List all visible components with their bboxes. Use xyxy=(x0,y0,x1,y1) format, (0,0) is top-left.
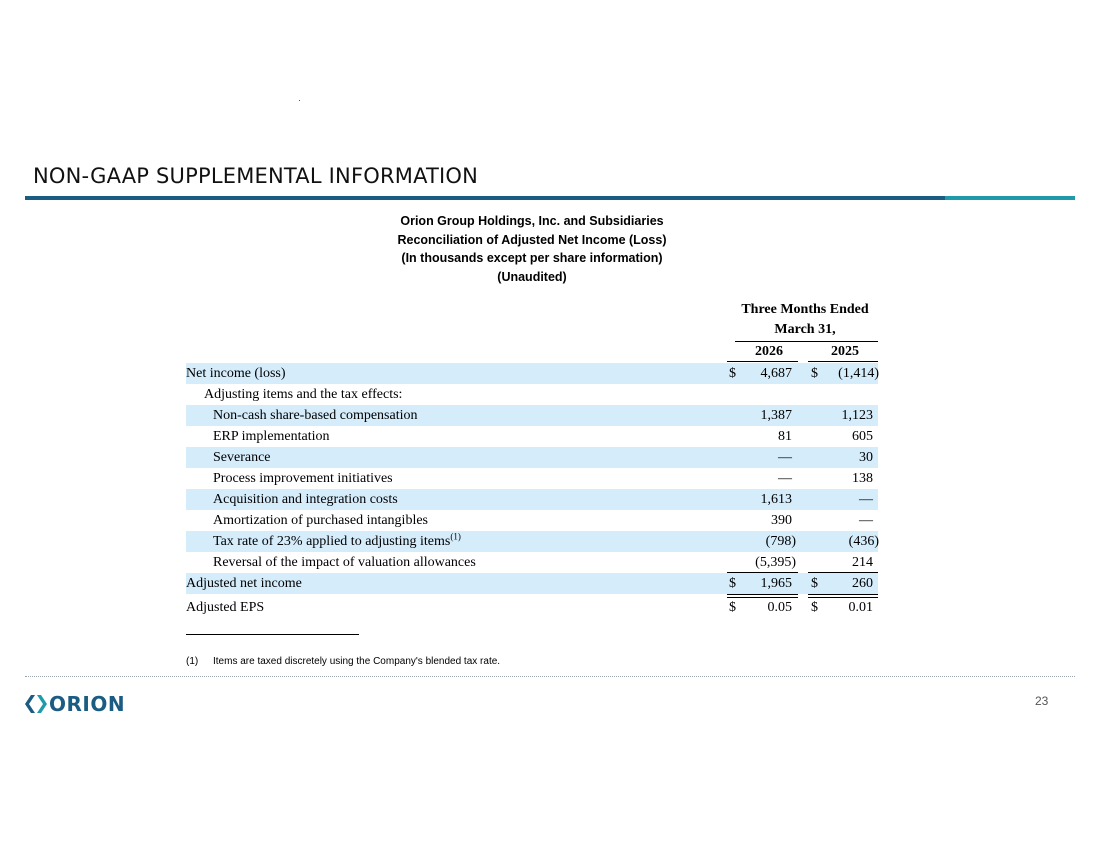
value-2025: 138 xyxy=(852,471,873,486)
statement-title: Reconciliation of Adjusted Net Income (Loss) xyxy=(397,232,667,247)
period-line2: March 31, xyxy=(774,322,836,337)
value-2026: 81 xyxy=(778,429,792,444)
row-label: Adjusted net income xyxy=(186,576,302,591)
period-line1: Three Months Ended xyxy=(741,302,869,317)
table-row xyxy=(186,531,878,552)
footnote-text: Items are taxed discretely using the Company's blended tax rate. xyxy=(213,656,501,667)
value-2025: 30 xyxy=(859,450,873,465)
row-label: Amortization of purchased intangibles xyxy=(213,513,428,528)
period-header xyxy=(732,300,878,340)
table-row xyxy=(186,426,878,447)
stray-dot xyxy=(299,100,300,101)
units-note: (In thousands except per share information) xyxy=(401,251,663,265)
value-2025: 260 xyxy=(852,576,873,591)
year-2026-underline xyxy=(727,361,798,362)
footnote-rule xyxy=(186,634,359,635)
currency-symbol: $ xyxy=(729,366,736,381)
currency-symbol: $ xyxy=(811,576,818,591)
year-2025-underline xyxy=(808,361,878,362)
table-row xyxy=(186,468,878,489)
row-label: Severance xyxy=(213,450,271,465)
value-2026: — xyxy=(778,450,792,465)
year-2026-header: 2026 xyxy=(755,344,783,359)
row-label: Non-cash share-based compensation xyxy=(213,408,418,423)
title-rule-accent xyxy=(945,196,1075,200)
value-2026: 1,387 xyxy=(760,408,792,423)
value-2026: 1,613 xyxy=(760,492,792,507)
value-2025: 214 xyxy=(852,555,873,570)
value-2025: — xyxy=(859,513,873,528)
row-label: Net income (loss) xyxy=(186,366,286,381)
row-label: Process improvement initiatives xyxy=(213,471,393,486)
value-2025: 605 xyxy=(852,429,873,444)
company-name: Orion Group Holdings, Inc. and Subsidiaries xyxy=(400,214,664,228)
value-2025: 0.01 xyxy=(848,600,873,615)
currency-symbol: $ xyxy=(729,576,736,591)
orion-mark-icon xyxy=(25,694,47,714)
table-row xyxy=(186,447,878,468)
row-label: Reversal of the impact of valuation allowances xyxy=(213,555,476,570)
value-2026: — xyxy=(778,471,792,486)
table-row-adjusted-net-income xyxy=(186,573,878,594)
table-row-adjusted-eps xyxy=(186,597,878,618)
row-label: ERP implementation xyxy=(213,429,330,444)
table-row xyxy=(186,405,878,426)
value-2026: 390 xyxy=(771,513,792,528)
footer-divider xyxy=(25,676,1075,677)
value-2026: 4,687 xyxy=(760,366,792,381)
currency-symbol: $ xyxy=(729,600,736,615)
value-2026: 1,965 xyxy=(760,576,792,591)
table-row xyxy=(186,510,878,531)
value-2026: (5,395) xyxy=(755,555,796,570)
value-2026: 0.05 xyxy=(767,600,792,615)
table-row xyxy=(186,552,878,573)
value-2025: 1,123 xyxy=(841,408,873,423)
row-label: Adjusting items and the tax effects: xyxy=(204,387,403,402)
period-underline xyxy=(735,341,878,342)
row-label: Acquisition and integration costs xyxy=(213,492,398,507)
unaudited-note: (Unaudited) xyxy=(497,269,567,284)
slide-title: NON-GAAP SUPPLEMENTAL INFORMATION xyxy=(33,164,479,188)
logo-wordmark: ORION xyxy=(49,692,126,716)
row-label: Adjusted EPS xyxy=(186,600,265,615)
orion-logo xyxy=(25,693,125,715)
value-2025: — xyxy=(859,492,873,507)
title-rule xyxy=(25,196,945,200)
value-2026: (798) xyxy=(765,534,796,549)
table-row-adjusting-items xyxy=(186,384,878,405)
footnote xyxy=(186,656,500,667)
value-2025: (436) xyxy=(848,534,879,549)
statement-header xyxy=(282,212,782,286)
row-label: Tax rate of 23% applied to adjusting items xyxy=(213,534,451,549)
page-number: 23 xyxy=(1035,694,1049,708)
table-row-net-income xyxy=(186,363,878,384)
currency-symbol: $ xyxy=(811,366,818,381)
row-label-with-footnote xyxy=(213,531,461,552)
footnote-number: (1) xyxy=(186,656,199,667)
value-2025: (1,414) xyxy=(838,366,879,381)
year-2025-header: 2025 xyxy=(831,344,859,359)
footnote-ref: (1) xyxy=(450,531,461,542)
table-row xyxy=(186,489,878,510)
currency-symbol: $ xyxy=(811,600,818,615)
